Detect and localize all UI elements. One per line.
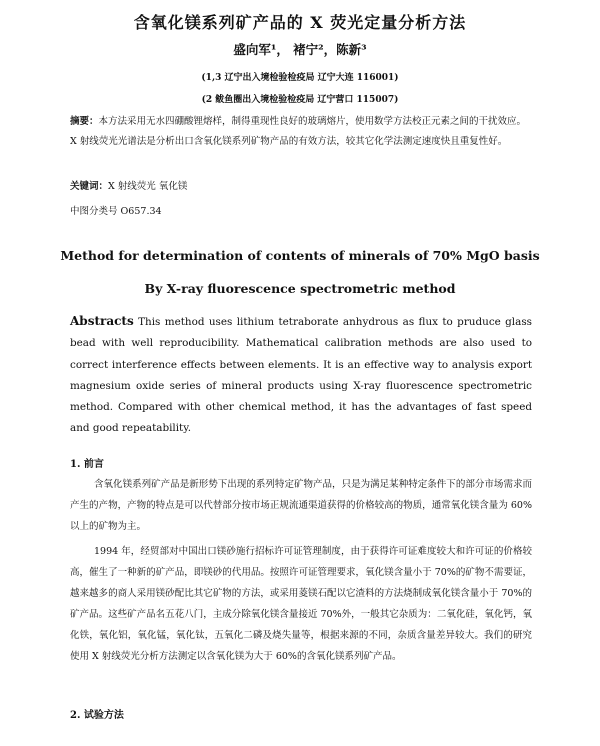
english-subtitle: By X-ray fluorescence spectrometric method (144, 281, 456, 296)
chinese-abstract (70, 112, 532, 152)
english-title: Method for determination of contents of minerals of 70% MgO basis (60, 248, 540, 263)
keywords-label: 关键词： (70, 181, 109, 192)
classification-number: 中图分类号 O657.34 (70, 206, 162, 217)
section-heading-introduction: 1. 前言 (70, 459, 104, 470)
chinese-title: 含氧化镁系列矿产品的 X 荧光定量分析方法 (133, 13, 467, 32)
english-abstract-text: This method uses lithium tetraborate anhydrous as flux to pruduce glass bead with well reproducibility. Mathematical calibration methods are also used to correct interference effects between elements. It is an effective way to analysis export magnesium oxide series of mineral products using X-ray fluorescence spectrometric method. Compared with other chemical method, it has the advantages of fast speed and good repeatability. (70, 316, 532, 435)
affiliation-1: (1,3 辽宁出入境检验检疫局 辽宁大连 116001) (201, 73, 399, 83)
english-abstract-label: Abstracts (70, 314, 134, 328)
section-heading-methods: 2. 试验方法 (70, 710, 124, 721)
introduction-paragraph-2: 1994 年，经贸部对中国出口镁砂施行招标许可证管理制度，由于获得许可证难度较大和许可证的价格较高，催生了一种新的矿产品，即镁砂的代用品。按照许可证管理要求，氧化镁含量小于 70%的矿物不需要证，越来越多的商人采用镁砂配比其它矿物的方法，或采用菱镁石配以它渣料的方法烧制成氧化镁含量小于 70%的矿产品。这些矿产品名五花八门，主成分除氧化镁含量接近 70%外，一般其它杂质为：二氧化硅，氧化钙，氧化铁，氧化铝，氧化锰，氧化钛，五氧化二磷及烧失量等，根据来源的不同，杂质含量差异较大。我们的研究使用 X 射线荧光分析方法测定以含氧化镁为大于 60%的含氧化镁系列矿产品。 (70, 546, 532, 662)
keywords-text: X 射线荧光 氧化镁 (108, 181, 188, 192)
english-abstract (70, 311, 532, 440)
keywords (70, 178, 187, 192)
affiliation-2: (2 鲅鱼圈出入境检验检疫局 辽宁营口 115007) (201, 95, 399, 105)
authors-line: 盛向军¹， 褚宁²，陈新³ (233, 42, 367, 57)
chinese-abstract-text: 本方法采用无水四硼酸锂熔样，制得重现性良好的玻璃熔片，使用数学方法校正元素之间的干扰效应。X 射线荧光光谱法是分析出口含氧化镁系列矿物产品的有效方法，较其它化学法测定速度快且重复性好。 (70, 116, 527, 147)
introduction-paragraph-1: 含氧化镁系列矿产品是新形势下出现的系列特定矿物产品，只是为满足某种特定条件下的部分市场需求而产生的产物，产物的特点是可以代替部分按市场正规流通渠道获得的价格较高的物质，通常氧化镁含量为 60%以上的矿物为主。 (70, 479, 532, 532)
chinese-abstract-label: 摘要： (70, 116, 99, 127)
